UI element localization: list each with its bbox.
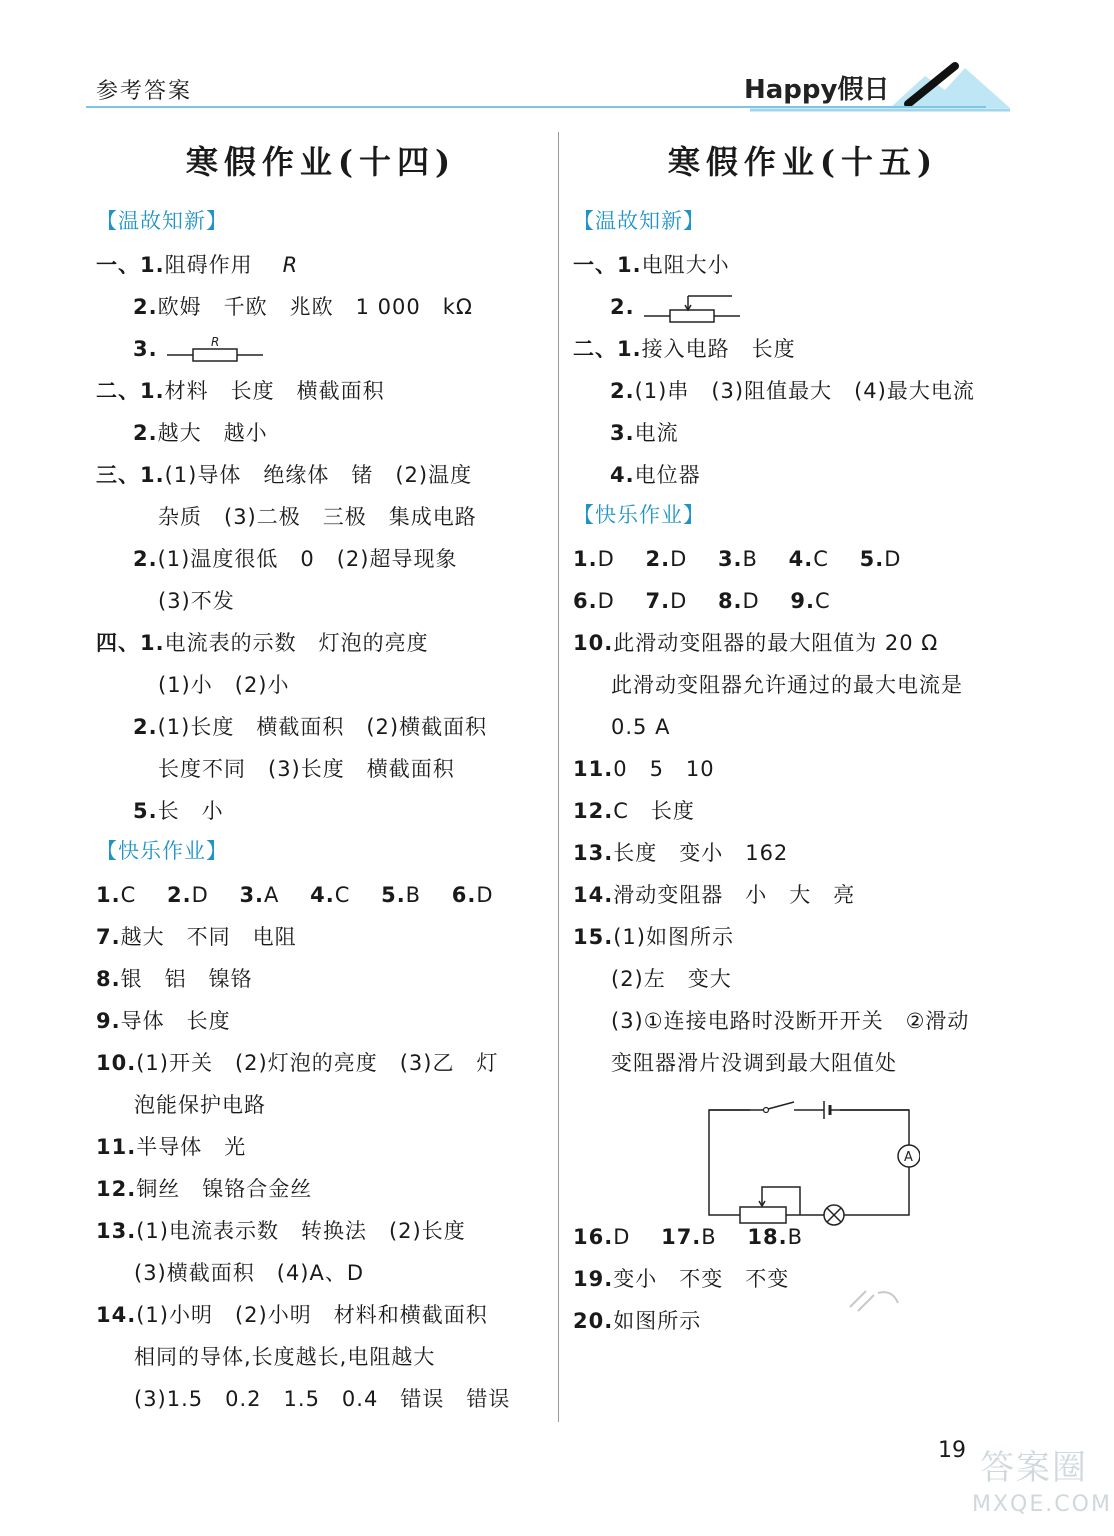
faint-mark (848, 1285, 908, 1317)
answer-line: 二、1.接入电路 长度 (573, 337, 796, 361)
answer-line: 杂质 (3)二极 三极 集成电路 (158, 505, 477, 529)
rheostat-symbol (642, 290, 742, 326)
answer-line: 15.(1)如图所示 (573, 925, 734, 949)
answer-line: (3)1.5 0.2 1.5 0.4 错误 错误 (134, 1387, 511, 1411)
choice-answers: 1.C 2.D 3.A 4.C 5.B 6.D (96, 883, 494, 907)
answer-line: (3)横截面积 (4)A、D (134, 1261, 365, 1285)
answer-line: 四、1.电流表的示数 灯泡的亮度 (96, 631, 429, 655)
right-tag-review: 【温故知新】 (573, 209, 705, 233)
answer-line: 一、1.电阻大小 (573, 253, 730, 277)
watermark-url: MXQE.COM (972, 1492, 1112, 1517)
answer-line: 7.越大 不同 电阻 (96, 925, 297, 949)
answer-line: 11.0 5 10 (573, 757, 715, 781)
answer-line: 一、1.阻碍作用 R (96, 253, 299, 277)
svg-text:R: R (211, 335, 221, 349)
answer-line: 13.(1)电流表示数 转换法 (2)长度 (96, 1219, 466, 1243)
left-title: 寒假作业(十四) (185, 143, 457, 181)
answer-line: 20.如图所示 (573, 1309, 702, 1333)
choice-answers: 16.D 17.B 18.B (573, 1225, 804, 1249)
answer-line: 14.滑动变阻器 小 大 亮 (573, 883, 856, 907)
answer-line: 相同的导体,长度越长,电阻越大 (134, 1345, 436, 1369)
answer-line: (3)①连接电路时没断开开关 ②滑动 (611, 1009, 970, 1033)
answer-line: 2.(1)串 (3)阻值最大 (4)最大电流 (610, 379, 975, 403)
watermark: 答案圈 (980, 1448, 1088, 1488)
right-title: 寒假作业(十五) (667, 143, 939, 181)
answer-line: 2.(1)温度很低 0 (2)超导现象 (133, 547, 458, 571)
answer-line: 2.(1)长度 横截面积 (2)横截面积 (133, 715, 488, 739)
answer-line: 5.长 小 (133, 799, 224, 823)
answer-line: 12.铜丝 镍铬合金丝 (96, 1177, 313, 1201)
choice-answers: 1.D 2.D 3.B 4.C 5.D (573, 547, 902, 571)
answer-line: 三、1.(1)导体 绝缘体 锗 (2)温度 (96, 463, 473, 487)
header-label: 参考答案 (96, 79, 193, 104)
left-tag-homework: 【快乐作业】 (96, 839, 228, 863)
answer-line: 10.(1)开关 (2)灯泡的亮度 (3)乙 灯 (96, 1051, 499, 1075)
answer-line: 变阻器滑片没调到最大阻值处 (611, 1051, 897, 1075)
answer-line: 长度不同 (3)长度 横截面积 (158, 757, 455, 781)
left-column (96, 140, 546, 1420)
choice-answers: 6.D 7.D 8.D 9.C (573, 589, 831, 613)
brand-text: Happy假日 (744, 75, 890, 105)
column-divider (558, 132, 559, 1422)
page-number: 19 (938, 1438, 966, 1463)
answer-line: 9.导体 长度 (96, 1009, 231, 1033)
answer-line: 14.(1)小明 (2)小明 材料和横截面积 (96, 1303, 488, 1327)
answer-line: 13.长度 变小 162 (573, 841, 789, 865)
header-rule (86, 106, 986, 108)
answer-line: (3)不发 (158, 589, 235, 613)
left-tag-review: 【温故知新】 (96, 209, 228, 233)
svg-text:A: A (904, 1150, 913, 1165)
answer-line: (2)左 变大 (611, 967, 732, 991)
answer-line: 4.电位器 (610, 463, 701, 487)
answer-line: 11.半导体 光 (96, 1135, 247, 1159)
resistor-symbol (165, 333, 265, 367)
answer-line: 3.电流 (610, 421, 679, 445)
answer-line: 2.越大 越小 (133, 421, 268, 445)
answer-line: 泡能保护电路 (134, 1093, 266, 1117)
answer-line: 2.欧姆 千欧 兆欧 1 000 kΩ (133, 295, 473, 319)
answer-line: 2. (573, 286, 1033, 328)
answer-line: 8.银 铝 镍铬 (96, 967, 253, 991)
answer-line: 10.此滑动变阻器的最大阻值为 20 Ω (573, 631, 939, 655)
answer-line: 二、1.材料 长度 横截面积 (96, 379, 385, 403)
answer-line: 3. R (96, 328, 546, 370)
answer-line: 12.C 长度 (573, 799, 695, 823)
answer-line: (1)小 (2)小 (158, 673, 290, 697)
answer-line: 0.5 A (611, 715, 671, 739)
right-tag-homework: 【快乐作业】 (573, 503, 705, 527)
circuit-diagram (700, 1095, 920, 1230)
answer-line: 19.变小 不变 不变 (573, 1267, 790, 1291)
answer-line: 此滑动变阻器允许通过的最大电流是 (611, 673, 963, 697)
